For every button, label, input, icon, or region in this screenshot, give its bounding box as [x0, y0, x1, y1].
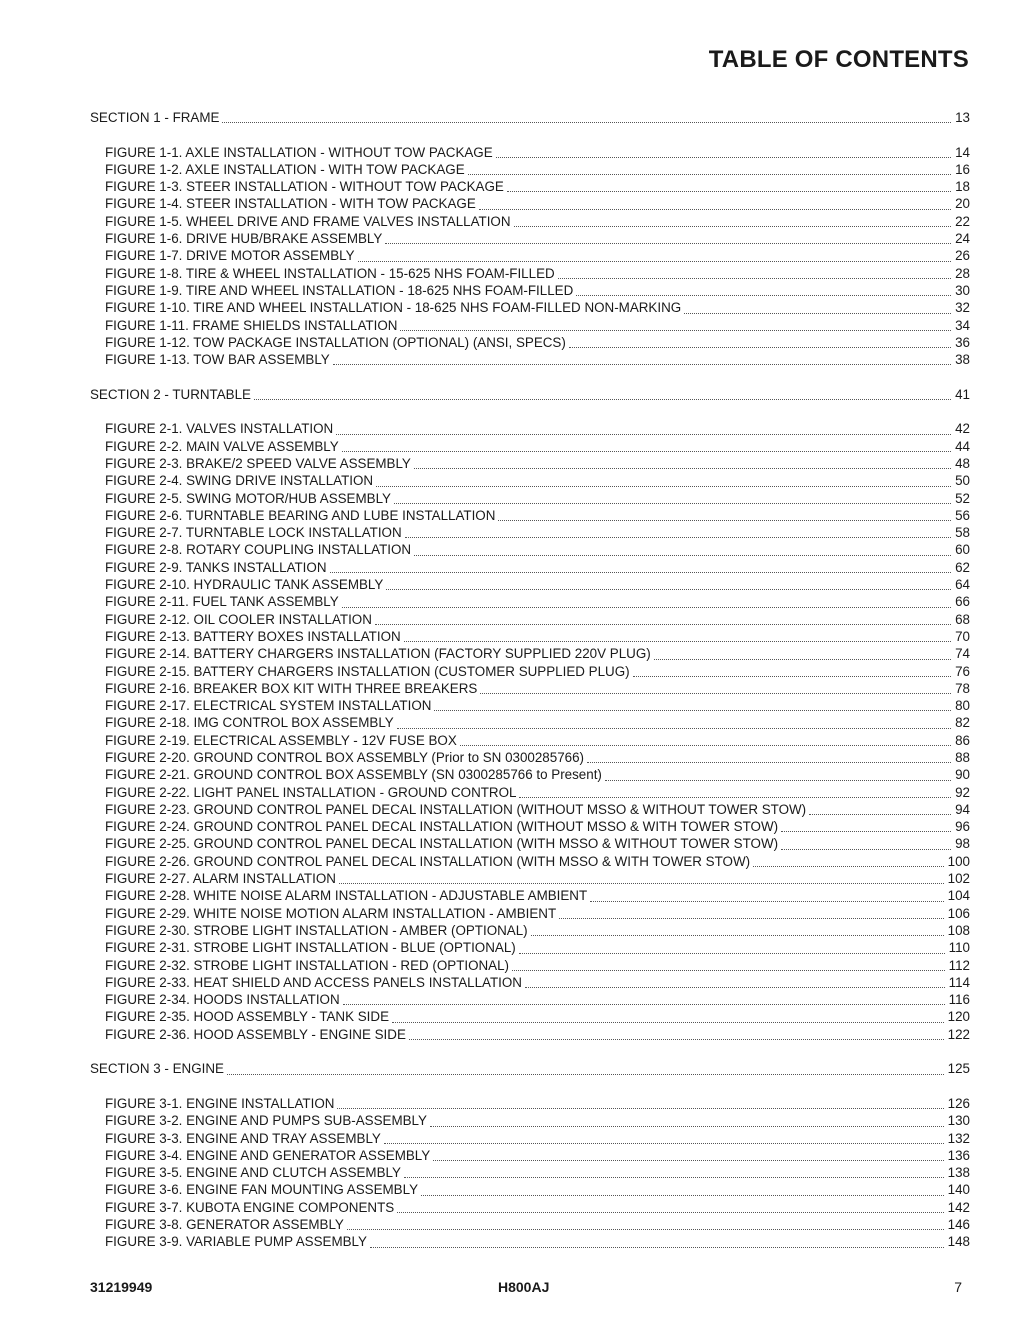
toc-figure-entry [90, 593, 970, 610]
toc-figure-entry [90, 1216, 970, 1233]
dot-leader [404, 641, 951, 642]
toc-entry-page: 74 [955, 646, 970, 662]
dot-leader [633, 676, 952, 677]
toc-entry-page: 70 [955, 628, 970, 644]
toc-entry-page: 140 [947, 1182, 970, 1198]
toc-figure-entry [90, 541, 970, 558]
toc-entry-page: 116 [948, 992, 970, 1008]
toc-figure-entry [90, 1130, 970, 1147]
dot-leader [376, 486, 951, 487]
dot-leader [430, 1126, 944, 1127]
toc-figure-entry [90, 213, 970, 230]
dot-leader [384, 1143, 944, 1144]
toc-entry-label: FIGURE 2-6. TURNTABLE BEARING AND LUBE INSTALLATION [105, 507, 496, 523]
toc-figure-entry [90, 1147, 970, 1164]
toc-entry-label: FIGURE 1-8. TIRE & WHEEL INSTALLATION - 15-625 NHS FOAM-FILLED [105, 265, 555, 281]
toc-entry-page: 146 [947, 1217, 970, 1232]
dot-leader [254, 399, 951, 400]
toc-entry-page: 98 [955, 836, 970, 852]
toc-entry-page: 78 [955, 680, 970, 696]
toc-entry-label: FIGURE 2-14. BATTERY CHARGERS INSTALLATION (FACTORY SUPPLIED 220V PLUG) [105, 646, 651, 662]
toc-entry-label: FIGURE 2-8. ROTARY COUPLING INSTALLATION [105, 542, 412, 558]
toc-entry-page: 13 [955, 110, 970, 125]
toc-entry-label: FIGURE 2-1. VALVES INSTALLATION [105, 421, 334, 437]
toc-figure-entry [90, 576, 970, 593]
dot-leader [421, 1195, 944, 1196]
dot-leader [684, 313, 951, 314]
toc-figure-entry [90, 507, 970, 524]
dot-leader [330, 572, 952, 573]
toc-entry-label: FIGURE 2-28. WHITE NOISE ALARM INSTALLATION - ADJUSTABLE AMBIENT [105, 888, 588, 904]
dot-leader [496, 157, 951, 158]
toc-entry-label: FIGURE 2-18. IMG CONTROL BOX ASSEMBLY [105, 715, 394, 731]
toc-entry-label: FIGURE 1-1. AXLE INSTALLATION - WITHOUT TOW PACKAGE [105, 144, 493, 160]
toc-section-entry [90, 1060, 970, 1077]
footer-doc-number: 31219949 [90, 1279, 153, 1295]
toc-entry-label: FIGURE 3-3. ENGINE AND TRAY ASSEMBLY [105, 1130, 381, 1146]
toc-entry-label: FIGURE 3-2. ENGINE AND PUMPS SUB-ASSEMBLY [105, 1113, 427, 1129]
toc-entry-label: FIGURE 1-6. DRIVE HUB/BRAKE ASSEMBLY [105, 231, 383, 247]
toc-entry-page: 22 [955, 213, 970, 229]
toc-entry-label: FIGURE 1-10. TIRE AND WHEEL INSTALLATION - 18-625 NHS FOAM-FILLED NON-MARKING [105, 300, 682, 316]
dot-leader [394, 503, 951, 504]
toc-entry-label: FIGURE 3-6. ENGINE FAN MOUNTING ASSEMBLY [105, 1182, 418, 1198]
dot-leader [507, 191, 951, 192]
toc-figure-entry [90, 784, 970, 801]
toc-entry-label: FIGURE 2-33. HEAT SHIELD AND ACCESS PANELS INSTALLATION [105, 974, 522, 990]
toc-entry-page: 114 [948, 974, 970, 990]
toc-entry-page: 20 [955, 196, 970, 212]
dot-leader [386, 589, 951, 590]
toc-entry-page: 76 [955, 663, 970, 679]
toc-figure-entry [90, 957, 970, 974]
toc-figure-entry [90, 1026, 970, 1043]
dot-leader [569, 347, 951, 348]
dot-leader [337, 1108, 943, 1109]
toc-entry-label: FIGURE 2-29. WHITE NOISE MOTION ALARM INSTALLATION - AMBIENT [105, 905, 557, 921]
toc-figure-entry [90, 334, 970, 351]
toc-entry-label: FIGURE 1-11. FRAME SHIELDS INSTALLATION [105, 317, 398, 333]
toc-figure-entry [90, 628, 970, 645]
dot-leader [590, 901, 943, 902]
toc-entry-page: 136 [947, 1147, 970, 1163]
toc-entry-label: FIGURE 2-16. BREAKER BOX KIT WITH THREE BREAKERS [105, 680, 478, 696]
dot-leader [519, 953, 945, 954]
toc-entry-label: FIGURE 2-5. SWING MOTOR/HUB ASSEMBLY [105, 490, 391, 506]
toc-entry-label: FIGURE 2-3. BRAKE/2 SPEED VALVE ASSEMBLY [105, 455, 411, 471]
toc-entry-label: FIGURE 2-24. GROUND CONTROL PANEL DECAL INSTALLATION (WITHOUT MSSO & WITH TOWER STOW) [105, 819, 779, 835]
toc-figure-entry [90, 1008, 970, 1025]
toc-figure-entry [90, 161, 970, 178]
toc-entry-page: 102 [947, 871, 970, 887]
dot-leader [397, 1212, 943, 1213]
toc-spacer [90, 1078, 970, 1095]
toc-entry-page: 16 [955, 161, 970, 177]
dot-leader [222, 122, 951, 123]
toc-figure-entry [90, 991, 970, 1008]
toc-entry-label: FIGURE 2-34. HOODS INSTALLATION [105, 992, 340, 1008]
toc-figure-entry [90, 905, 970, 922]
toc-spacer [90, 126, 970, 143]
toc-entry-page: 18 [955, 179, 970, 195]
toc-section-entry [90, 109, 970, 126]
dot-leader [404, 1177, 944, 1178]
toc-figure-entry [90, 472, 970, 489]
dot-leader [460, 745, 951, 746]
toc-figure-entry [90, 732, 970, 749]
toc-figure-entry [90, 801, 970, 818]
toc-entry-label: FIGURE 2-2. MAIN VALVE ASSEMBLY [105, 438, 339, 454]
toc-figure-entry [90, 749, 970, 766]
toc-figure-entry [90, 1199, 970, 1216]
toc-entry-page: 26 [955, 248, 970, 264]
dot-leader [479, 209, 951, 210]
toc-entry-page: 60 [955, 542, 970, 558]
toc-figure-entry [90, 524, 970, 541]
toc-entry-label: SECTION 2 - TURNTABLE [90, 386, 251, 402]
dot-leader [336, 434, 951, 435]
toc-entry-page: 92 [955, 784, 970, 800]
toc-figure-entry [90, 299, 970, 316]
dot-leader [392, 1022, 944, 1023]
toc-entry-page: 38 [955, 352, 970, 368]
toc-figure-entry [90, 818, 970, 835]
dot-leader [468, 174, 951, 175]
table-of-contents [90, 109, 970, 1251]
toc-figure-entry [90, 144, 970, 161]
toc-entry-page: 88 [955, 749, 970, 765]
toc-entry-page: 108 [947, 922, 970, 938]
toc-entry-page: 130 [947, 1113, 970, 1129]
footer-page-number: 7 [954, 1279, 962, 1295]
toc-entry-label: FIGURE 1-7. DRIVE MOTOR ASSEMBLY [105, 248, 355, 264]
toc-figure-entry [90, 420, 970, 437]
toc-entry-label: FIGURE 2-32. STROBE LIGHT INSTALLATION - RED (OPTIONAL) [105, 957, 510, 973]
dot-leader [576, 295, 951, 296]
toc-spacer [90, 1043, 970, 1060]
toc-figure-entry [90, 351, 970, 368]
toc-entry-label: FIGURE 3-5. ENGINE AND CLUTCH ASSEMBLY [105, 1165, 401, 1181]
toc-entry-label: FIGURE 2-23. GROUND CONTROL PANEL DECAL INSTALLATION (WITHOUT MSSO & WITHOUT TOWER STOW) [105, 801, 807, 817]
toc-entry-page: 56 [955, 507, 970, 523]
dot-leader [525, 987, 945, 988]
toc-entry-label: FIGURE 2-36. HOOD ASSEMBLY - ENGINE SIDE [105, 1026, 406, 1042]
toc-entry-page: 90 [955, 767, 970, 783]
dot-leader [414, 468, 951, 469]
dot-leader [405, 537, 951, 538]
toc-entry-page: 52 [955, 490, 970, 506]
toc-entry-page: 106 [947, 905, 970, 921]
toc-figure-entry [90, 853, 970, 870]
toc-figure-entry [90, 490, 970, 507]
toc-figure-entry [90, 230, 970, 247]
dot-leader [519, 797, 951, 798]
toc-entry-label: SECTION 1 - FRAME [90, 110, 220, 125]
toc-entry-label: FIGURE 2-10. HYDRAULIC TANK ASSEMBLY [105, 577, 384, 593]
dot-leader [809, 814, 951, 815]
dot-leader [333, 364, 951, 365]
dot-leader [498, 520, 951, 521]
toc-entry-page: 122 [947, 1026, 970, 1042]
dot-leader [358, 261, 952, 262]
toc-figure-entry [90, 766, 970, 783]
toc-entry-page: 66 [955, 594, 970, 610]
toc-entry-label: FIGURE 1-5. WHEEL DRIVE AND FRAME VALVES INSTALLATION [105, 213, 511, 229]
toc-entry-label: FIGURE 1-9. TIRE AND WHEEL INSTALLATION - 18-625 NHS FOAM-FILLED [105, 282, 574, 298]
dot-leader [558, 278, 951, 279]
toc-figure-entry [90, 697, 970, 714]
dot-leader [531, 935, 944, 936]
toc-figure-entry [90, 247, 970, 264]
footer-model: H800AJ [498, 1279, 550, 1295]
toc-entry-page: 32 [955, 300, 970, 316]
toc-entry-page: 68 [955, 611, 970, 627]
toc-section-entry [90, 386, 970, 403]
toc-spacer [90, 368, 970, 385]
dot-leader [559, 918, 944, 919]
toc-entry-page: 34 [955, 317, 970, 333]
dot-leader [375, 624, 951, 625]
toc-entry-label: FIGURE 3-4. ENGINE AND GENERATOR ASSEMBLY [105, 1147, 431, 1163]
toc-figure-entry [90, 645, 970, 662]
toc-entry-label: SECTION 3 - ENGINE [90, 1061, 224, 1077]
dot-leader [400, 330, 951, 331]
toc-figure-entry [90, 317, 970, 334]
toc-entry-page: 110 [948, 940, 970, 956]
toc-entry-label: FIGURE 3-9. VARIABLE PUMP ASSEMBLY [105, 1234, 367, 1250]
toc-entry-page: 104 [947, 888, 970, 904]
dot-leader [343, 1004, 945, 1005]
toc-entry-page: 120 [947, 1009, 970, 1025]
toc-figure-entry [90, 1112, 970, 1129]
toc-figure-entry [90, 870, 970, 887]
toc-entry-page: 82 [955, 715, 970, 731]
dot-leader [514, 226, 952, 227]
toc-entry-page: 41 [955, 386, 970, 402]
toc-entry-page: 24 [955, 231, 970, 247]
toc-entry-label: FIGURE 2-13. BATTERY BOXES INSTALLATION [105, 628, 401, 644]
toc-entry-page: 62 [955, 559, 970, 575]
toc-entry-label: FIGURE 2-4. SWING DRIVE INSTALLATION [105, 473, 374, 489]
toc-figure-entry [90, 1233, 970, 1250]
dot-leader [587, 762, 951, 763]
toc-entry-page: 44 [955, 438, 970, 454]
toc-figure-entry [90, 939, 970, 956]
dot-leader [397, 728, 951, 729]
dot-leader [342, 451, 951, 452]
toc-entry-label: FIGURE 2-9. TANKS INSTALLATION [105, 559, 327, 575]
toc-entry-label: FIGURE 2-21. GROUND CONTROL BOX ASSEMBLY (SN 0300285766 to Present) [105, 767, 602, 783]
dot-leader [605, 780, 951, 781]
toc-entry-page: 30 [955, 282, 970, 298]
toc-entry-label: FIGURE 3-1. ENGINE INSTALLATION [105, 1095, 335, 1111]
toc-entry-page: 138 [947, 1165, 970, 1181]
toc-entry-label: FIGURE 2-30. STROBE LIGHT INSTALLATION - AMBER (OPTIONAL) [105, 922, 528, 938]
dot-leader [434, 710, 951, 711]
toc-entry-label: FIGURE 1-2. AXLE INSTALLATION - WITH TOW PACKAGE [105, 161, 465, 177]
dot-leader [342, 607, 951, 608]
toc-entry-page: 14 [955, 144, 970, 160]
toc-entry-label: FIGURE 1-4. STEER INSTALLATION - WITH TOW PACKAGE [105, 196, 476, 212]
toc-entry-page: 28 [955, 265, 970, 281]
toc-entry-label: FIGURE 2-7. TURNTABLE LOCK INSTALLATION [105, 525, 402, 541]
toc-entry-label: FIGURE 2-25. GROUND CONTROL PANEL DECAL INSTALLATION (WITH MSSO & WITHOUT TOWER STOW) [105, 836, 779, 852]
dot-leader [409, 1039, 944, 1040]
toc-entry-page: 100 [947, 853, 970, 869]
toc-entry-page: 80 [955, 698, 970, 714]
toc-entry-label: FIGURE 3-7. KUBOTA ENGINE COMPONENTS [105, 1199, 395, 1215]
toc-entry-label: FIGURE 2-27. ALARM INSTALLATION [105, 871, 336, 887]
toc-entry-label: FIGURE 2-12. OIL COOLER INSTALLATION [105, 611, 372, 627]
toc-figure-entry [90, 611, 970, 628]
dot-leader [385, 243, 951, 244]
toc-entry-label: FIGURE 2-20. GROUND CONTROL BOX ASSEMBLY (Prior to SN 0300285766) [105, 749, 585, 765]
toc-entry-label: FIGURE 2-26. GROUND CONTROL PANEL DECAL INSTALLATION (WITH MSSO & WITH TOWER STOW) [105, 853, 751, 869]
toc-figure-entry [90, 974, 970, 991]
toc-entry-label: FIGURE 2-31. STROBE LIGHT INSTALLATION - BLUE (OPTIONAL) [105, 940, 516, 956]
dot-leader [339, 883, 944, 884]
toc-entry-page: 94 [955, 801, 970, 817]
toc-figure-entry [90, 1095, 970, 1112]
toc-figure-entry [90, 195, 970, 212]
toc-figure-entry [90, 282, 970, 299]
dot-leader [414, 555, 951, 556]
toc-entry-page: 86 [955, 732, 970, 748]
toc-entry-page: 64 [955, 577, 970, 593]
toc-entry-page: 36 [955, 334, 970, 350]
dot-leader [781, 849, 951, 850]
toc-entry-label: FIGURE 2-19. ELECTRICAL ASSEMBLY - 12V FUSE BOX [105, 732, 457, 748]
toc-entry-page: 142 [947, 1199, 970, 1215]
toc-figure-entry [90, 455, 970, 472]
dot-leader [512, 970, 945, 971]
toc-entry-label: FIGURE 1-13. TOW BAR ASSEMBLY [105, 352, 330, 368]
dot-leader [480, 693, 951, 694]
dot-leader [370, 1247, 944, 1248]
toc-figure-entry [90, 265, 970, 282]
toc-entry-label: FIGURE 2-11. FUEL TANK ASSEMBLY [105, 594, 339, 610]
toc-entry-label: FIGURE 2-35. HOOD ASSEMBLY - TANK SIDE [105, 1009, 390, 1025]
toc-entry-page: 125 [947, 1061, 970, 1077]
toc-entry-page: 96 [955, 819, 970, 835]
toc-entry-label: FIGURE 1-12. TOW PACKAGE INSTALLATION (OPTIONAL) (ANSI, SPECS) [105, 334, 566, 350]
toc-entry-page: 42 [955, 421, 970, 437]
toc-entry-page: 148 [947, 1234, 970, 1250]
toc-figure-entry [90, 1164, 970, 1181]
toc-figure-entry [90, 680, 970, 697]
dot-leader [227, 1074, 944, 1075]
toc-entry-label: FIGURE 3-8. GENERATOR ASSEMBLY [105, 1217, 344, 1232]
toc-entry-page: 50 [955, 473, 970, 489]
toc-figure-entry [90, 835, 970, 852]
toc-entry-page: 132 [947, 1130, 970, 1146]
dot-leader [433, 1160, 943, 1161]
toc-figure-entry [90, 1181, 970, 1198]
toc-figure-entry [90, 922, 970, 939]
toc-figure-entry [90, 887, 970, 904]
toc-entry-page: 58 [955, 525, 970, 541]
page-title: TABLE OF CONTENTS [708, 46, 969, 73]
toc-figure-entry [90, 178, 970, 195]
dot-leader [347, 1229, 944, 1230]
toc-entry-label: FIGURE 2-22. LIGHT PANEL INSTALLATION - GROUND CONTROL [105, 784, 517, 800]
toc-entry-page: 112 [948, 957, 970, 973]
toc-figure-entry [90, 438, 970, 455]
dot-leader [753, 866, 944, 867]
dot-leader [781, 831, 951, 832]
toc-spacer [90, 403, 970, 420]
toc-entry-page: 48 [955, 455, 970, 471]
toc-figure-entry [90, 714, 970, 731]
toc-entry-page: 126 [947, 1095, 970, 1111]
toc-entry-label: FIGURE 2-15. BATTERY CHARGERS INSTALLATION (CUSTOMER SUPPLIED PLUG) [105, 663, 630, 679]
toc-figure-entry [90, 559, 970, 576]
toc-figure-entry [90, 663, 970, 680]
dot-leader [654, 659, 951, 660]
toc-entry-label: FIGURE 2-17. ELECTRICAL SYSTEM INSTALLATION [105, 698, 432, 714]
toc-entry-label: FIGURE 1-3. STEER INSTALLATION - WITHOUT TOW PACKAGE [105, 179, 504, 195]
